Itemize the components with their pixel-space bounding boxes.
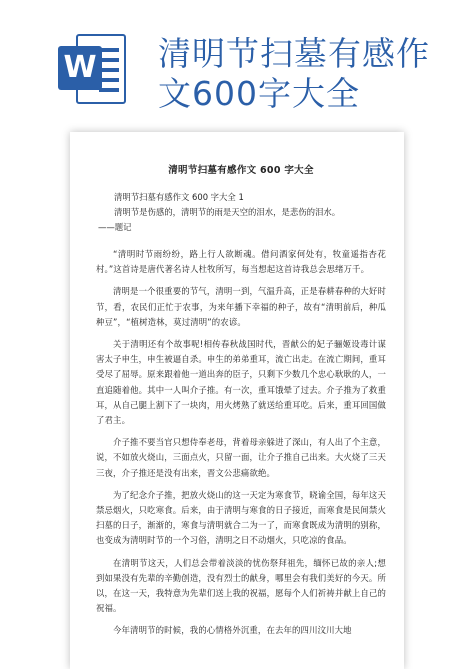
word-logo-badge: W (58, 46, 102, 90)
paragraph: 关于清明还有个故事呢!相传春秋战国时代，晋献公的妃子骊姬设毒计谋害太子申生，申生被逼自杀。申生的弟弟重耳，流亡出走。在流亡期间，重耳受尽了屈辱。原来跟着他一道出奔的臣子，只剩下少数几个忠心耿耿的人，一直追随着他。其中一人叫介子推。有一次，重耳饿晕了过去。介子推为了救重耳，从自己腿上割下了一块肉，用火烤熟了就送给重耳吃。后来，重耳回国做了君主。 (96, 339, 386, 426)
document-title: 清明节扫墓有感作文 600 字大全 (168, 165, 314, 176)
document-body (96, 162, 386, 639)
paragraph: 今年清明节的时候，我的心情格外沉重，在去年的四川汶川大地 (113, 625, 352, 636)
page-title-line2: 文600字大全 (158, 74, 360, 113)
header-banner (0, 0, 474, 120)
page-title-line1: 清明节扫墓有感作 (158, 34, 430, 73)
epigraph-label: ——题记 (98, 222, 132, 232)
word-document-icon (58, 30, 128, 110)
paragraph: 为了纪念介子推，把放火烧山的这一天定为寒食节，晓谕全国，每年这天禁忌烟火，只吃寒食。后来，由于清明与寒食的日子接近，而寒食是民间禁火扫墓的日子，渐渐的，寒食与清明就合二为一了，而寒食既成为清明的别称，也变成为清明时节的一个习俗，清明之日不动烟火，只吃凉的食品。 (96, 489, 386, 546)
document-subtitle: 清明节扫墓有感作文 600 字大全 1 (114, 192, 244, 202)
paragraph: “清明时节雨纷纷，路上行人欲断魂。借问酒家何处有，牧童遥指杏花村。”这首诗是唐代著名诗人杜牧所写，每当想起这首诗我总会思绪万千。 (96, 249, 386, 275)
lead-sentence: 清明节是伤感的，清明节的雨是天空的泪水，是悲伤的泪水。 (114, 207, 341, 217)
document-page (70, 132, 404, 669)
paragraph: 介子推不要当官只想侍奉老母，背着母亲躲进了深山，有人出了个主意，说，不如放火烧山，三面点火，只留一面，让介子推自己出来。大火烧了三天三夜，介子推还是没有出来，晋文公悲痛欲绝。 (96, 437, 386, 478)
paragraph: 清明是一个很重要的节气，清明一到，气温升高，正是春耕春种的大好时节，看，农民们正忙于农事，为来年播下幸福的种子，故有“清明前后，种瓜种豆”，“植树造林，莫过清明”的农谚。 (96, 286, 386, 327)
paragraph: 在清明节这天，人们总会带着淡淡的忧伤祭拜祖先，缅怀已故的亲人;想到如果没有先辈的辛勤创造，没有烈士的献身，哪里会有我们美好的今天。所以，在这一天，我特意为先辈们送上我的祝福，愿每个人们祈祷并献上自己的祝福。 (96, 557, 386, 614)
